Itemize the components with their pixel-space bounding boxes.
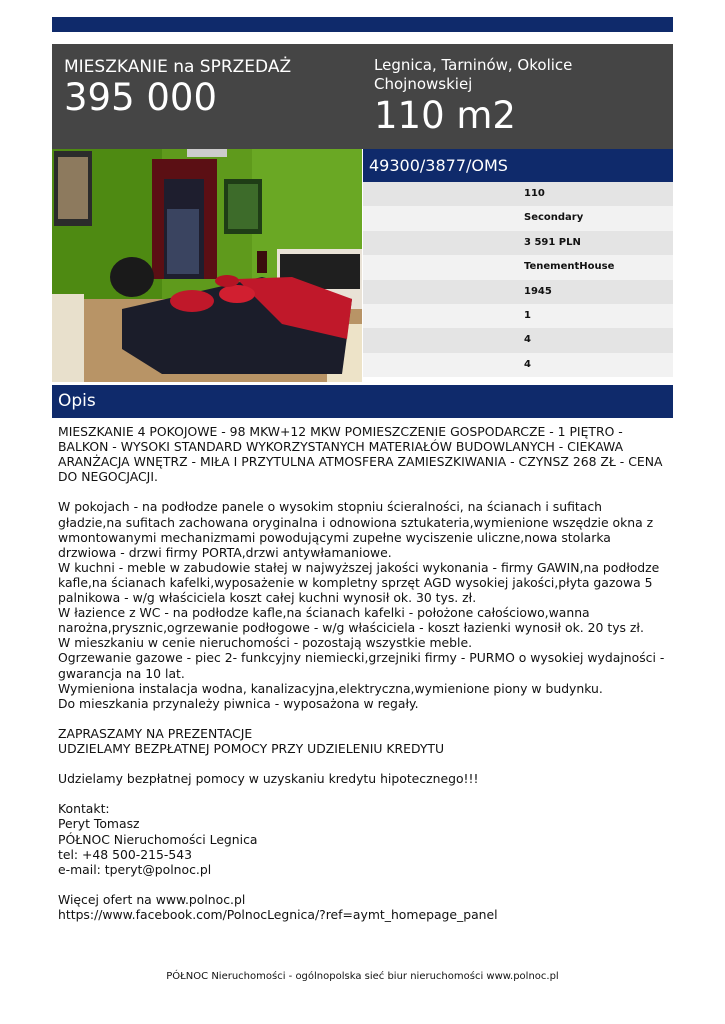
description-line: Wymieniona instalacja wodna, kanalizacyjna,elektryczna,wymienione piony w budynku. bbox=[58, 680, 603, 696]
param-value: 4 bbox=[363, 328, 673, 352]
description-summary: MIESZKANIE 4 POKOJOWE - 98 MKW+12 MKW POMIESZCZENIE GOSPODARCZE - 1 PIĘTRO - BALKON - WYSOKI STANDARD WYKORZYSTANYCH MATERIAŁÓW BUDOWLANYCH - CIEKAWA ARANŻACJA WNĘTRZ - MIŁA I PRZYTULNA ATMOSFERA ZAMIESZKIWANIA - CZYNSZ 268 ZŁ - CENA DO NEGOCJACJI. bbox=[58, 424, 663, 485]
credit-note: Udzielamy bezpłatnej pomocy w uzyskaniu kredytu hipotecznego!!! bbox=[58, 771, 479, 787]
section-title: Opis bbox=[52, 385, 673, 418]
facebook-link-text: https://www.facebook.com/PolnocLegnica/?ref=aymt_homepage_panel bbox=[58, 907, 498, 922]
listing-location: Legnica, Tarninów, Okolice Chojnowskiej bbox=[374, 56, 573, 93]
description-line: Ogrzewanie gazowe - piec 2- funkcyjny niemiecki,grzejniki firmy - PURMO o wysokiej wydajności - gwarancja na 10 lat. bbox=[58, 650, 665, 681]
description-line: W pokojach - na podłodze panele o wysokim stopniu ścieralności, na ścianach i sufitach gładzie,na sufitach zachowana oryginalna i odnowiona sztukateria,wymienione wszędzie okna z wmontowanymi mechanizmami powodującymi zupełne wyciszenie uliczne,nowa stolarka drzwiowa - drzwi firmy PORTA,drzwi antywłamaniowe. bbox=[58, 499, 654, 560]
listing-area: 110 m2 bbox=[374, 94, 516, 137]
param-value: 3 591 PLN bbox=[363, 231, 673, 255]
contact-heading: Kontakt: bbox=[58, 801, 110, 817]
more-offers-line: Więcej ofert na www.polnoc.pl bbox=[58, 891, 246, 907]
description-line: Do mieszkania przynależy piwnica - wyposażona w regały. bbox=[58, 695, 419, 711]
description bbox=[58, 424, 668, 922]
invite-line: UDZIELAMY BEZPŁATNEJ POMOCY PRZY UDZIELENIU KREDYTU bbox=[58, 740, 445, 756]
reference-number: 49300/3877/OMS bbox=[363, 149, 673, 182]
param-value: TenementHouse bbox=[363, 255, 673, 279]
contact-phone: tel: +48 500-215-543 bbox=[58, 846, 193, 862]
param-value: Secondary bbox=[363, 206, 673, 230]
param-value: 110 bbox=[363, 182, 673, 206]
param-value: 4 bbox=[363, 353, 673, 377]
contact-office: PÓŁNOC Nieruchomości Legnica bbox=[58, 831, 258, 847]
param-value: 1 bbox=[363, 304, 673, 328]
contact-email: e-mail: tperyt@polnoc.pl bbox=[58, 861, 212, 877]
listing-header bbox=[52, 44, 673, 149]
top-accent-bar bbox=[52, 17, 673, 32]
contact-name: Peryt Tomasz bbox=[58, 816, 140, 832]
page-footer: PÓŁNOC Nieruchomości - ogólnopolska sieć biur nieruchomości www.polnoc.pl bbox=[166, 971, 559, 982]
invite-line: ZAPRASZAMY NA PREZENTACJE bbox=[58, 725, 253, 741]
description-line: W kuchni - meble w zabudowie stałej w najwyższej jakości wykonania - firmy GAWIN,na podłodze kafle,na ścianach kafelki,wyposażenie w kompletny sprzęt AGD wysokiej jakości,płyta gazowa 5 palnikowa - w/g właściciela koszt całej kuchni wynosił ok. 30 tys. zł. bbox=[58, 559, 660, 606]
param-value: 1945 bbox=[363, 280, 673, 304]
property-photo bbox=[52, 149, 362, 382]
parameters-table bbox=[363, 182, 673, 377]
listing-type: MIESZKANIE na SPRZEDAŻ bbox=[64, 57, 292, 77]
listing-price: 395 000 bbox=[64, 76, 218, 119]
description-line: W mieszkaniu w cenie nieruchomości - pozostają wszystkie meble. bbox=[58, 635, 473, 651]
description-line: W łazience z WC - na podłodze kafle,na ścianach kafelki - położone całościowo,wanna narożna,prysznic,ogrzewanie podłogowe - w/g właściciela - koszt łazienki wynosił ok. 20 tys zł. bbox=[58, 605, 644, 636]
